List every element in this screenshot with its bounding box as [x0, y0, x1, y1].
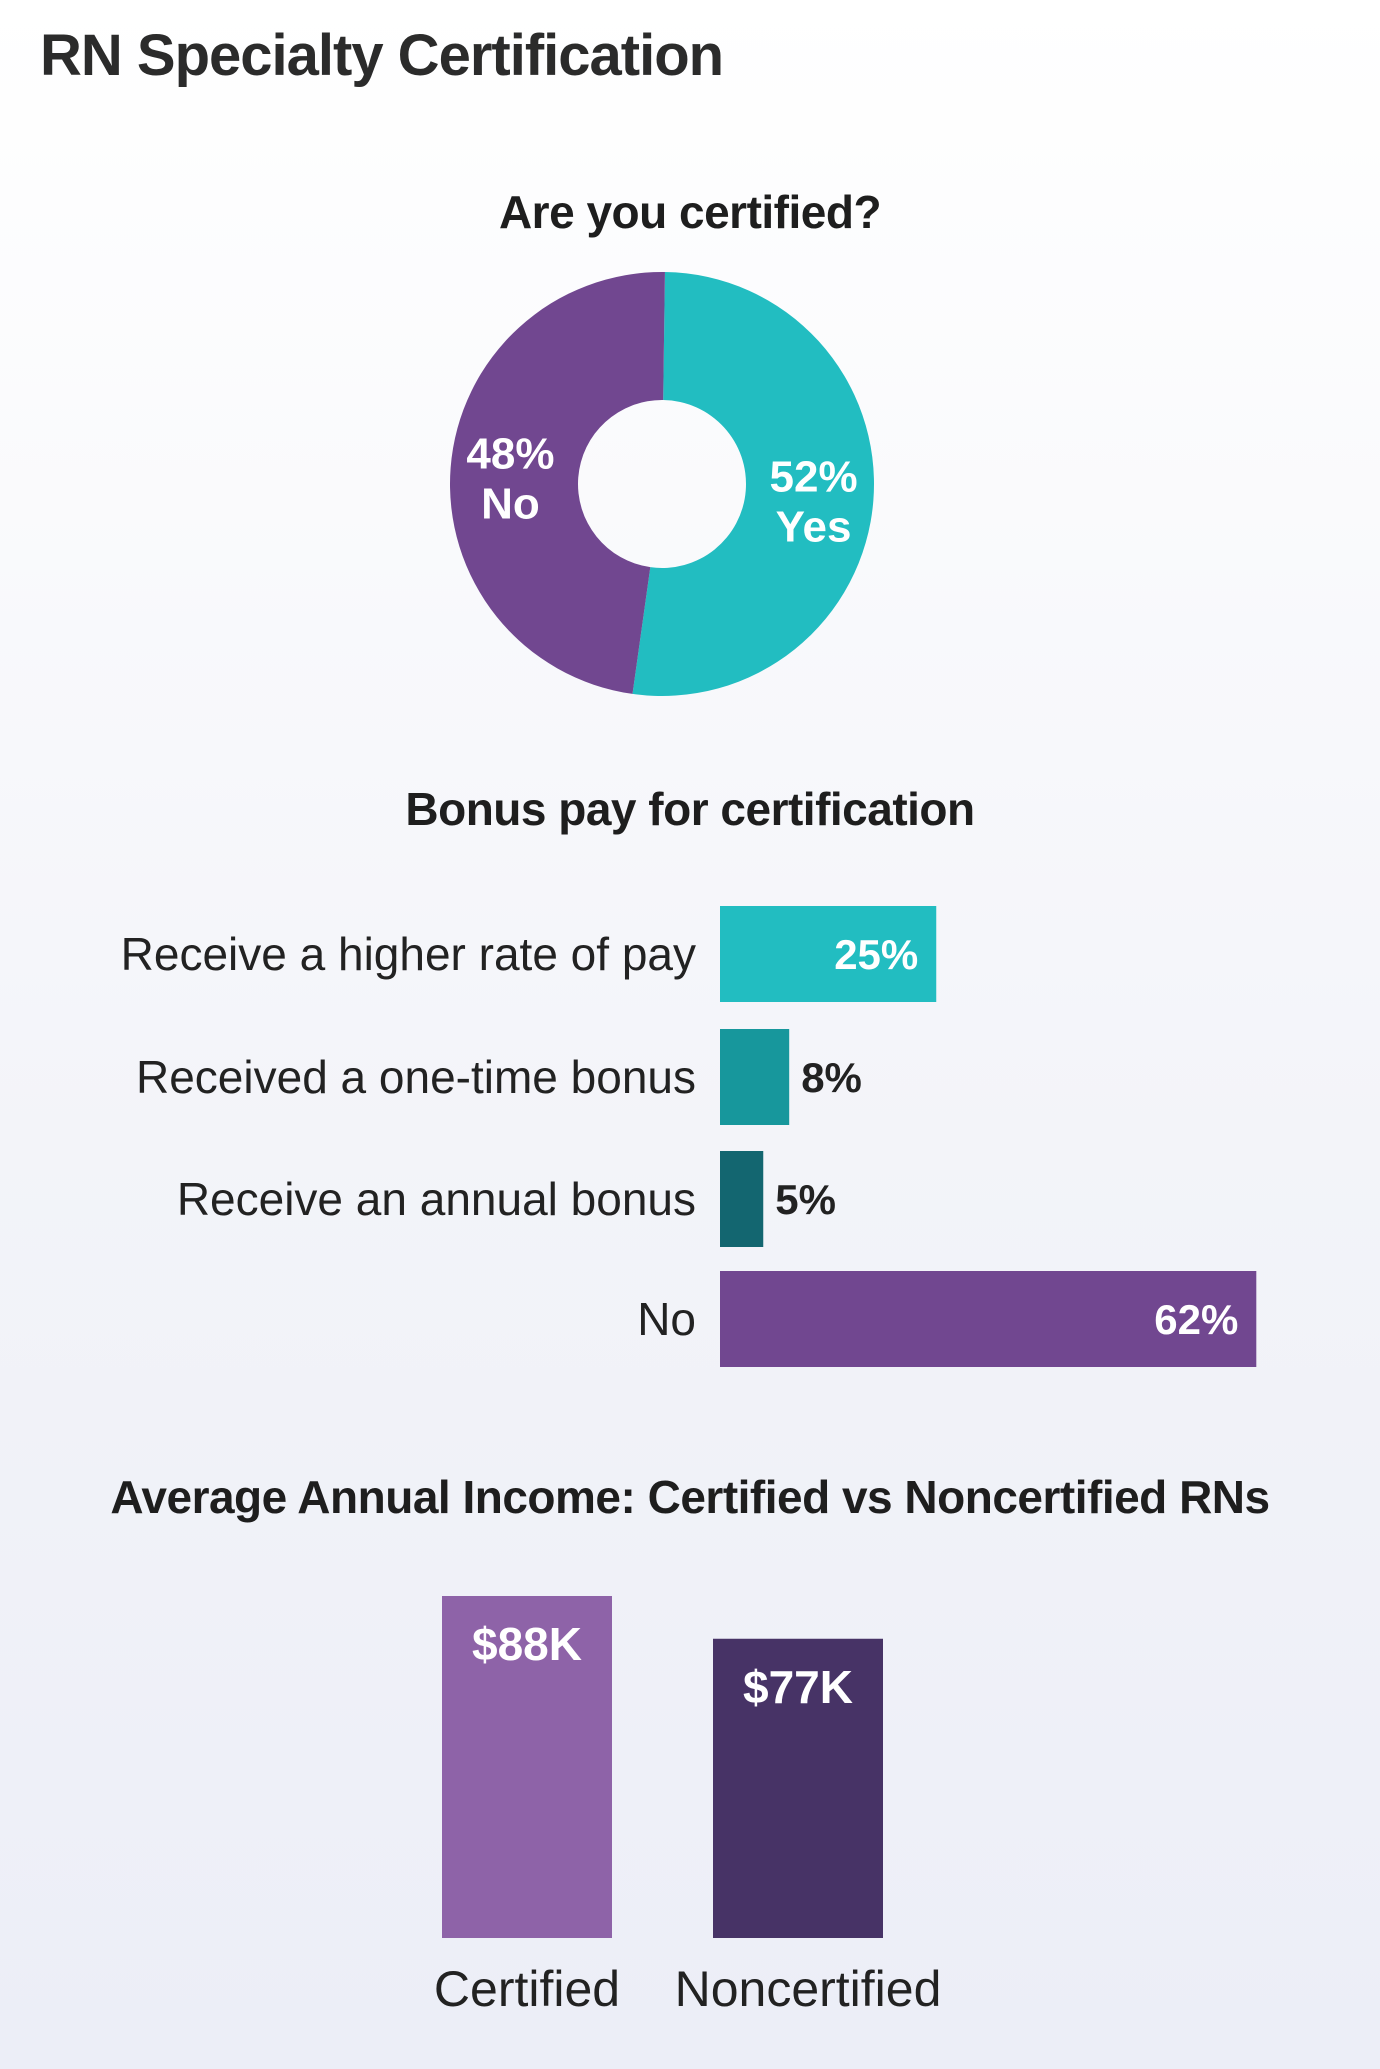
bonus-category-label: Receive a higher rate of pay — [120, 928, 696, 980]
donut-title: Are you certified? — [498, 186, 882, 238]
bonus-value-label: 62% — [1154, 1296, 1239, 1343]
bonus-category-label: No — [637, 1293, 696, 1345]
donut-category-label: Yes — [775, 502, 852, 552]
bonus-category-label: Received a one-time bonus — [136, 1051, 696, 1103]
income-category-label: Certified — [433, 1961, 621, 2017]
bonus-category-label: Receive an annual bonus — [176, 1173, 696, 1225]
bonus-value-label: 8% — [801, 1054, 862, 1101]
donut-percent-label: 52% — [769, 452, 858, 502]
bonus-value-label: 5% — [775, 1176, 836, 1223]
bonus-value-label: 25% — [834, 931, 919, 978]
income-title: Average Annual Income: Certified vs Noncertified RNs — [110, 1471, 1270, 1523]
donut-category-label: No — [481, 479, 540, 529]
bonus-title: Bonus pay for certification — [405, 783, 975, 835]
income-value-label: $88K — [472, 1618, 582, 1670]
page-title: RN Specialty Certification — [40, 23, 724, 88]
income-category-label: Noncertified — [674, 1961, 942, 2017]
donut-percent-label: 48% — [466, 429, 555, 479]
income-value-label: $77K — [743, 1660, 853, 1713]
